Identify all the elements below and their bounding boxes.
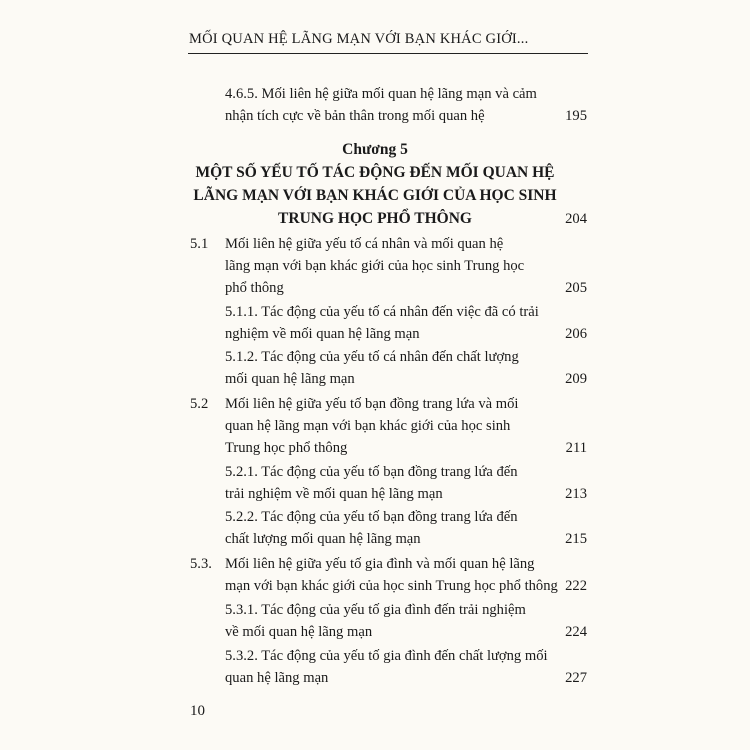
toc-entry-text: 5.2.1. Tác động của yếu tố bạn đồng trang lứa đến bbox=[225, 464, 518, 480]
chapter-title-line: TRUNG HỌC PHỔ THÔNG bbox=[278, 210, 472, 227]
toc-entry-text: 4.6.5. Mối liên hệ giữa mối quan hệ lãng mạn và cảm bbox=[225, 86, 537, 102]
toc-entry-text: 5.1.1. Tác động của yếu tố cá nhân đến việc đã có trải bbox=[225, 304, 539, 320]
toc-entry-text: Mối liên hệ giữa yếu tố cá nhân và mối quan hệ bbox=[225, 236, 504, 252]
toc-entry-text: Trung học phổ thông bbox=[225, 440, 348, 456]
toc-entry-text: mạn với bạn khác giới của học sinh Trung học phổ thông bbox=[225, 578, 558, 594]
toc-entry-text: về mối quan hệ lãng mạn bbox=[225, 624, 373, 640]
toc-page-number: 204 bbox=[565, 211, 587, 227]
chapter-label: Chương 5 bbox=[342, 141, 408, 158]
toc-page-number: 227 bbox=[565, 670, 587, 686]
toc-entry-text: quan hệ lãng mạn với bạn khác giới của học sinh bbox=[225, 418, 511, 434]
toc-section-number: 5.1 bbox=[190, 236, 209, 252]
toc-entry-text: nghiệm về mối quan hệ lãng mạn bbox=[225, 326, 420, 342]
toc-section-number: 5.2 bbox=[190, 396, 209, 412]
toc-page-number: 222 bbox=[565, 578, 587, 594]
toc-entry-text: quan hệ lãng mạn bbox=[225, 670, 329, 686]
toc-page-number: 213 bbox=[565, 486, 587, 502]
toc-page-number: 195 bbox=[565, 108, 587, 124]
toc-entry-text: nhận tích cực về bản thân trong mối quan hệ bbox=[225, 108, 485, 124]
toc-entry-text: phổ thông bbox=[225, 280, 284, 296]
toc-page-number: 206 bbox=[565, 326, 587, 342]
toc-page-number: 211 bbox=[565, 440, 587, 456]
toc-page-number: 224 bbox=[565, 624, 587, 640]
toc-page-number: 205 bbox=[565, 280, 587, 296]
toc-entry-text: chất lượng mối quan hệ lãng mạn bbox=[225, 531, 421, 547]
toc-entry-text: lãng mạn với bạn khác giới của học sinh Trung học bbox=[225, 258, 525, 274]
header-rule bbox=[188, 53, 588, 54]
toc-entry-text: Mối liên hệ giữa yếu tố bạn đồng trang lứa và mối bbox=[225, 396, 519, 412]
toc-page-number: 209 bbox=[565, 371, 587, 387]
toc-entry-text: Mối liên hệ giữa yếu tố gia đình và mối quan hệ lãng bbox=[225, 556, 535, 572]
toc-entry-text: 5.1.2. Tác động của yếu tố cá nhân đến chất lượng bbox=[225, 349, 519, 365]
toc-entry-text: 5.3.1. Tác động của yếu tố gia đình đến trải nghiệm bbox=[225, 602, 526, 618]
toc-page-number: 215 bbox=[565, 531, 587, 547]
toc-entry-text: mối quan hệ lãng mạn bbox=[225, 371, 355, 387]
chapter-title-line: LÃNG MẠN VỚI BẠN KHÁC GIỚI CỦA HỌC SINH bbox=[193, 187, 557, 204]
toc-entry-text: 5.3.2. Tác động của yếu tố gia đình đến chất lượng mối bbox=[225, 648, 548, 664]
page-folio: 10 bbox=[190, 703, 205, 719]
running-head: MỐI QUAN HỆ LÃNG MẠN VỚI BẠN KHÁC GIỚI... bbox=[189, 31, 529, 47]
toc-entry-text: trải nghiệm về mối quan hệ lãng mạn bbox=[225, 486, 443, 502]
toc-entry-text: 5.2.2. Tác động của yếu tố bạn đồng trang lứa đến bbox=[225, 509, 518, 525]
chapter-title-line: MỘT SỐ YẾU TỐ TÁC ĐỘNG ĐẾN MỐI QUAN HỆ bbox=[195, 164, 555, 181]
toc-section-number: 5.3. bbox=[190, 556, 212, 572]
